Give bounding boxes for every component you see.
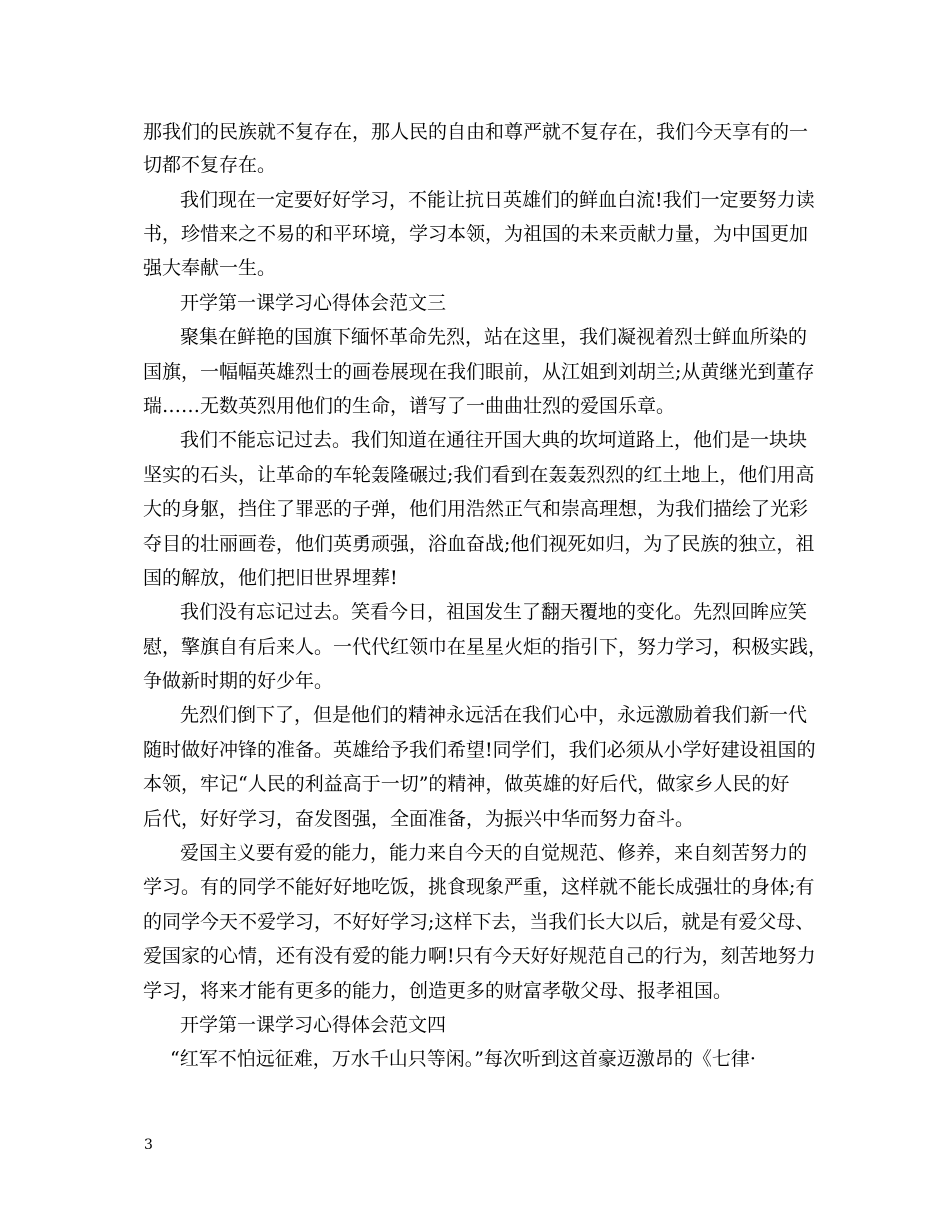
paragraph-line	[0, 838, 950, 868]
line-text: 爱国主义要有爱的能力，能力来自今天的自觉规范、修养，来自刻苦努力的	[180, 842, 808, 864]
paragraph-line	[0, 150, 950, 180]
line-text: 随时做好冲锋的准备。英雄给予我们希望!同学们，我们必须从小学好建设祖国的	[143, 739, 816, 761]
paragraph-line	[0, 872, 950, 902]
line-text: 的同学今天不爱学习，不好好学习;这样下去，当我们长大以后，就是有爱父母、	[143, 911, 815, 933]
paragraph-line	[0, 666, 950, 696]
line-text: 聚集在鲜艳的国旗下缅怀革命先烈，站在这里，我们凝视着烈士鲜血所染的	[180, 326, 808, 348]
page-number: 3	[144, 1137, 153, 1153]
paragraph-line	[0, 391, 950, 421]
line-text: “红军不怕远征难，万水千山只等闲。”每次听到这首豪迈激昂的《七律·	[170, 1048, 756, 1070]
line-text: 本领，牢记“人民的利益高于一切”的精神，做英雄的好后代，做家乡人民的好	[143, 773, 790, 795]
line-text: 瑞……无数英烈用他们的生命，谱写了一曲曲壮烈的爱国乐章。	[143, 395, 676, 417]
paragraph-line	[0, 219, 950, 249]
paragraph-line	[0, 117, 950, 147]
paragraph-line	[0, 941, 950, 971]
section-heading	[0, 288, 950, 318]
line-text: 国旗，一幅幅英雄烈士的画卷展现在我们眼前，从江姐到刘胡兰;从黄继光到董存	[143, 361, 815, 383]
line-text: 坚实的石头，让革命的车轮轰隆碾过;我们看到在轰轰烈烈的红土地上，他们用高	[143, 464, 815, 486]
paragraph-line	[0, 563, 950, 593]
line-text: 后代，好好学习，奋发图强，全面准备，为振兴中华而努力奋斗。	[143, 808, 695, 830]
line-text: 切都不复存在。	[143, 154, 277, 176]
paragraph-line	[0, 632, 950, 662]
heading-text: 开学第一课学习心得体会范文四	[180, 1014, 447, 1036]
paragraph-line	[0, 804, 950, 834]
line-text: 争做新时期的好少年。	[143, 670, 334, 692]
line-text: 书，珍惜来之不易的和平环境，学习本领，为祖国的未来贡献力量，为中国更加	[143, 223, 809, 245]
paragraph-line	[0, 700, 950, 730]
paragraph-line	[0, 529, 950, 559]
line-text: 那我们的民族就不复存在，那人民的自由和尊严就不复存在，我们今天享有的一	[143, 121, 809, 143]
paragraph-line	[0, 357, 950, 387]
line-text: 夺目的壮丽画卷，他们英勇顽强，浴血奋战;他们视死如归，为了民族的独立，祖	[143, 533, 815, 555]
line-text: 大的身躯，挡住了罪恶的子弹，他们用浩然正气和崇高理想，为我们描绘了光彩	[143, 498, 809, 520]
line-text: 国的解放，他们把旧世界埋葬!	[143, 567, 398, 589]
line-text: 强大奉献一生。	[143, 257, 277, 279]
line-text: 我们没有忘记过去。笑看今日，祖国发生了翻天覆地的变化。先烈回眸应笑	[180, 601, 808, 623]
line-text: 慰，擎旗自有后来人。一代代红领巾在星星火炬的指引下，努力学习，积极实践，	[143, 636, 828, 658]
paragraph-line	[0, 460, 950, 490]
line-text: 学习，将来才能有更多的能力，创造更多的财富孝敬父母、报孝祖国。	[143, 980, 733, 1002]
paragraph-line	[0, 322, 950, 352]
paragraph-line	[0, 735, 950, 765]
paragraph-line	[0, 907, 950, 937]
heading-text: 开学第一课学习心得体会范文三	[180, 292, 447, 314]
paragraph-line	[0, 425, 950, 455]
section-heading	[0, 1010, 950, 1040]
paragraph-line	[0, 769, 950, 799]
paragraph-line	[0, 494, 950, 524]
line-text: 先烈们倒下了，但是他们的精神永远活在我们心中，永远激励着我们新一代	[180, 704, 808, 726]
line-text: 我们现在一定要好好学习，不能让抗日英雄们的鲜血白流!我们一定要努力读	[180, 189, 815, 211]
paragraph-line	[0, 253, 950, 283]
paragraph-line	[0, 1044, 950, 1074]
line-text: 学习。有的同学不能好好地吃饭，挑食现象严重，这样就不能长成强壮的身体;有	[143, 876, 815, 898]
line-text: 我们不能忘记过去。我们知道在通往开国大典的坎坷道路上，他们是一块块	[180, 429, 808, 451]
line-text: 爱国家的心情，还有没有爱的能力啊!只有今天好好规范自己的行为，刻苦地努力	[143, 945, 816, 967]
paragraph-line	[0, 185, 950, 215]
paragraph-line	[0, 597, 950, 627]
paragraph-line	[0, 976, 950, 1006]
